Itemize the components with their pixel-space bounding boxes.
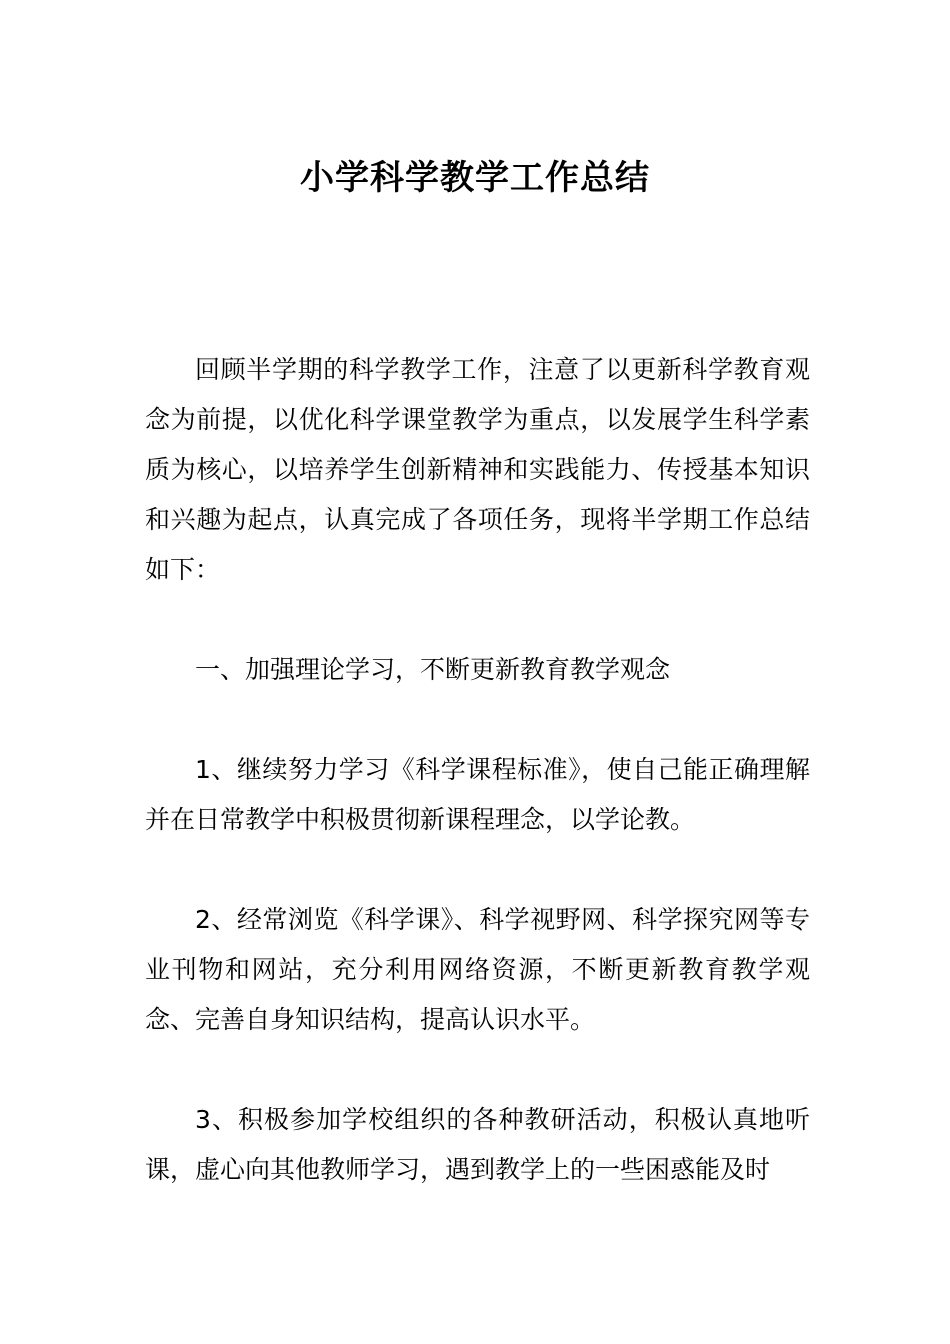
paragraph-spacer	[145, 595, 810, 645]
paragraph-spacer	[145, 695, 810, 745]
list-item-paragraph: 1、继续努力学习《科学课程标准》，使自己能正确理解并在日常教学中积极贯彻新课程理念，以学论教。	[145, 755, 810, 834]
intro-paragraph: 回顾半学期的科学教学工作，注意了以更新科学教育观念为前提，以优化科学课堂教学为重点，以发展学生科学素质为核心，以培养学生创新精神和实践能力、传授基本知识和兴趣为起点，认真完成了各项任务，现将半学期工作总结如下：	[145, 355, 810, 584]
document-title: 小学科学教学工作总结	[300, 158, 650, 198]
document-body	[145, 345, 810, 1195]
paragraph-spacer	[145, 1045, 810, 1095]
section-heading: 一、加强理论学习，不断更新教育教学观念	[195, 655, 671, 684]
paragraph-spacer	[145, 845, 810, 895]
list-item-paragraph: 3、积极参加学校组织的各种教研活动，积极认真地听课，虚心向其他教师学习，遇到教学上的一些困惑能及时	[145, 1105, 810, 1184]
list-item-paragraph: 2、经常浏览《科学课》、科学视野网、科学探究网等专业刊物和网站，充分利用网络资源，不断更新教育教学观念、完善自身知识结构，提高认识水平。	[145, 905, 810, 1034]
